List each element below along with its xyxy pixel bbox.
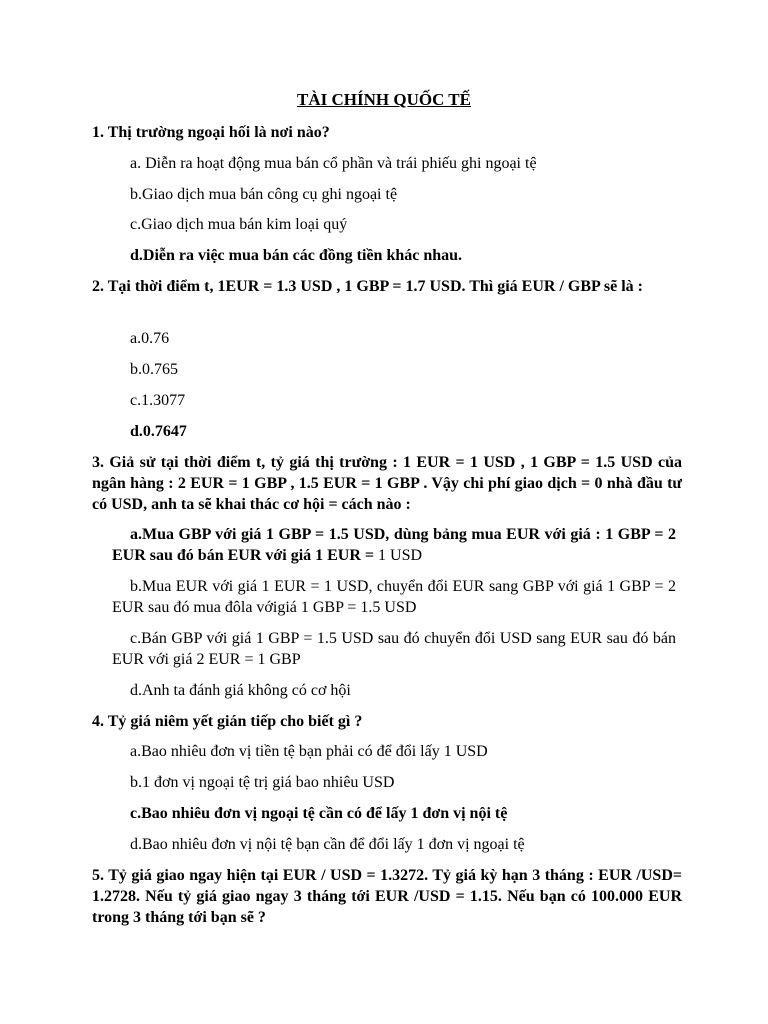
q3-option-a-bold: a.Mua GBP với giá 1 GBP = 1.5 USD, dùng bảng mua EUR với giá : 1 GBP = 2 EUR sau đó bán EUR với giá 1 EUR = [112,526,676,564]
q3-option-d: d.Anh ta đánh giá không có cơ hội [130,682,351,699]
question-2: 2. Tại thời điểm t, 1EUR = 1.3 USD , 1 GBP = 1.7 USD. Thì giá EUR / GBP sẽ là : [92,278,644,295]
q3-option-a-rest: 1 USD [378,547,423,564]
q1-option-c: c.Giao dịch mua bán kim loại quý [130,216,348,233]
q2-option-c: c.1.3077 [130,392,186,409]
q2-option-a: a.0.76 [130,330,170,347]
q3-option-b: b.Mua EUR với giá 1 EUR = 1 USD, chuyển đổi EUR sang GBP với giá 1 GBP = 2 EUR sau đó mua đôla vớigiá 1 GBP = 1.5 USD [112,578,676,616]
document-title: TÀI CHÍNH QUỐC TẾ [297,90,471,109]
q2-option-d: d.0.7647 [130,423,187,440]
q2-option-b: b.0.765 [130,361,178,378]
question-4: 4. Tỷ giá niêm yết gián tiếp cho biết gì ? [92,713,363,730]
q4-option-c: c.Bao nhiêu đơn vị ngoại tệ cần có để lấy 1 đơn vị nội tệ [130,805,508,822]
question-3: 3. Giả sử tại thời điểm t, tỷ giá thị trường : 1 EUR = 1 USD , 1 GBP = 1.5 USD của ngân hàng : 2 EUR = 1 GBP , 1.5 EUR = 1 GBP . Vậy chi phí giao dịch = 0 nhà đầu tư có USD, anh ta sẽ khai thác cơ hội = cách nào : [92,454,682,513]
question-5: 5. Tỷ giá giao ngay hiện tại EUR / USD = 1.3272. Tỷ giá kỳ hạn 3 tháng : EUR /USD= 1.2728. Nếu tỷ giá giao ngay 3 tháng tới EUR /USD = 1.15. Nếu bạn có 100.000 EUR trong 3 tháng tới bạn sẽ ? [92,867,682,926]
q1-option-a: a. Diễn ra hoạt động mua bán cổ phần và trái phiếu ghi ngoại tệ [130,155,537,172]
q4-option-b: b.1 đơn vị ngoại tệ trị giá bao nhiêu USD [130,774,395,791]
q4-option-a: a.Bao nhiêu đơn vị tiền tệ bạn phải có để đổi lấy 1 USD [130,743,488,760]
q1-option-d: d.Diễn ra việc mua bán các đồng tiền khác nhau. [130,247,463,264]
q4-option-d: d.Bao nhiêu đơn vị nội tệ bạn cần để đổi lấy 1 đơn vị ngoại tệ [130,836,525,853]
question-1: 1. Thị trường ngoại hối là nơi nào? [92,124,330,141]
q3-option-c: c.Bán GBP với giá 1 GBP = 1.5 USD sau đó chuyển đổi USD sang EUR sau đó bán EUR với giá 2 EUR = 1 GBP [112,630,676,668]
q3-option-a [112,524,676,566]
q1-option-b: b.Giao dịch mua bán công cụ ghi ngoại tệ [130,186,398,203]
